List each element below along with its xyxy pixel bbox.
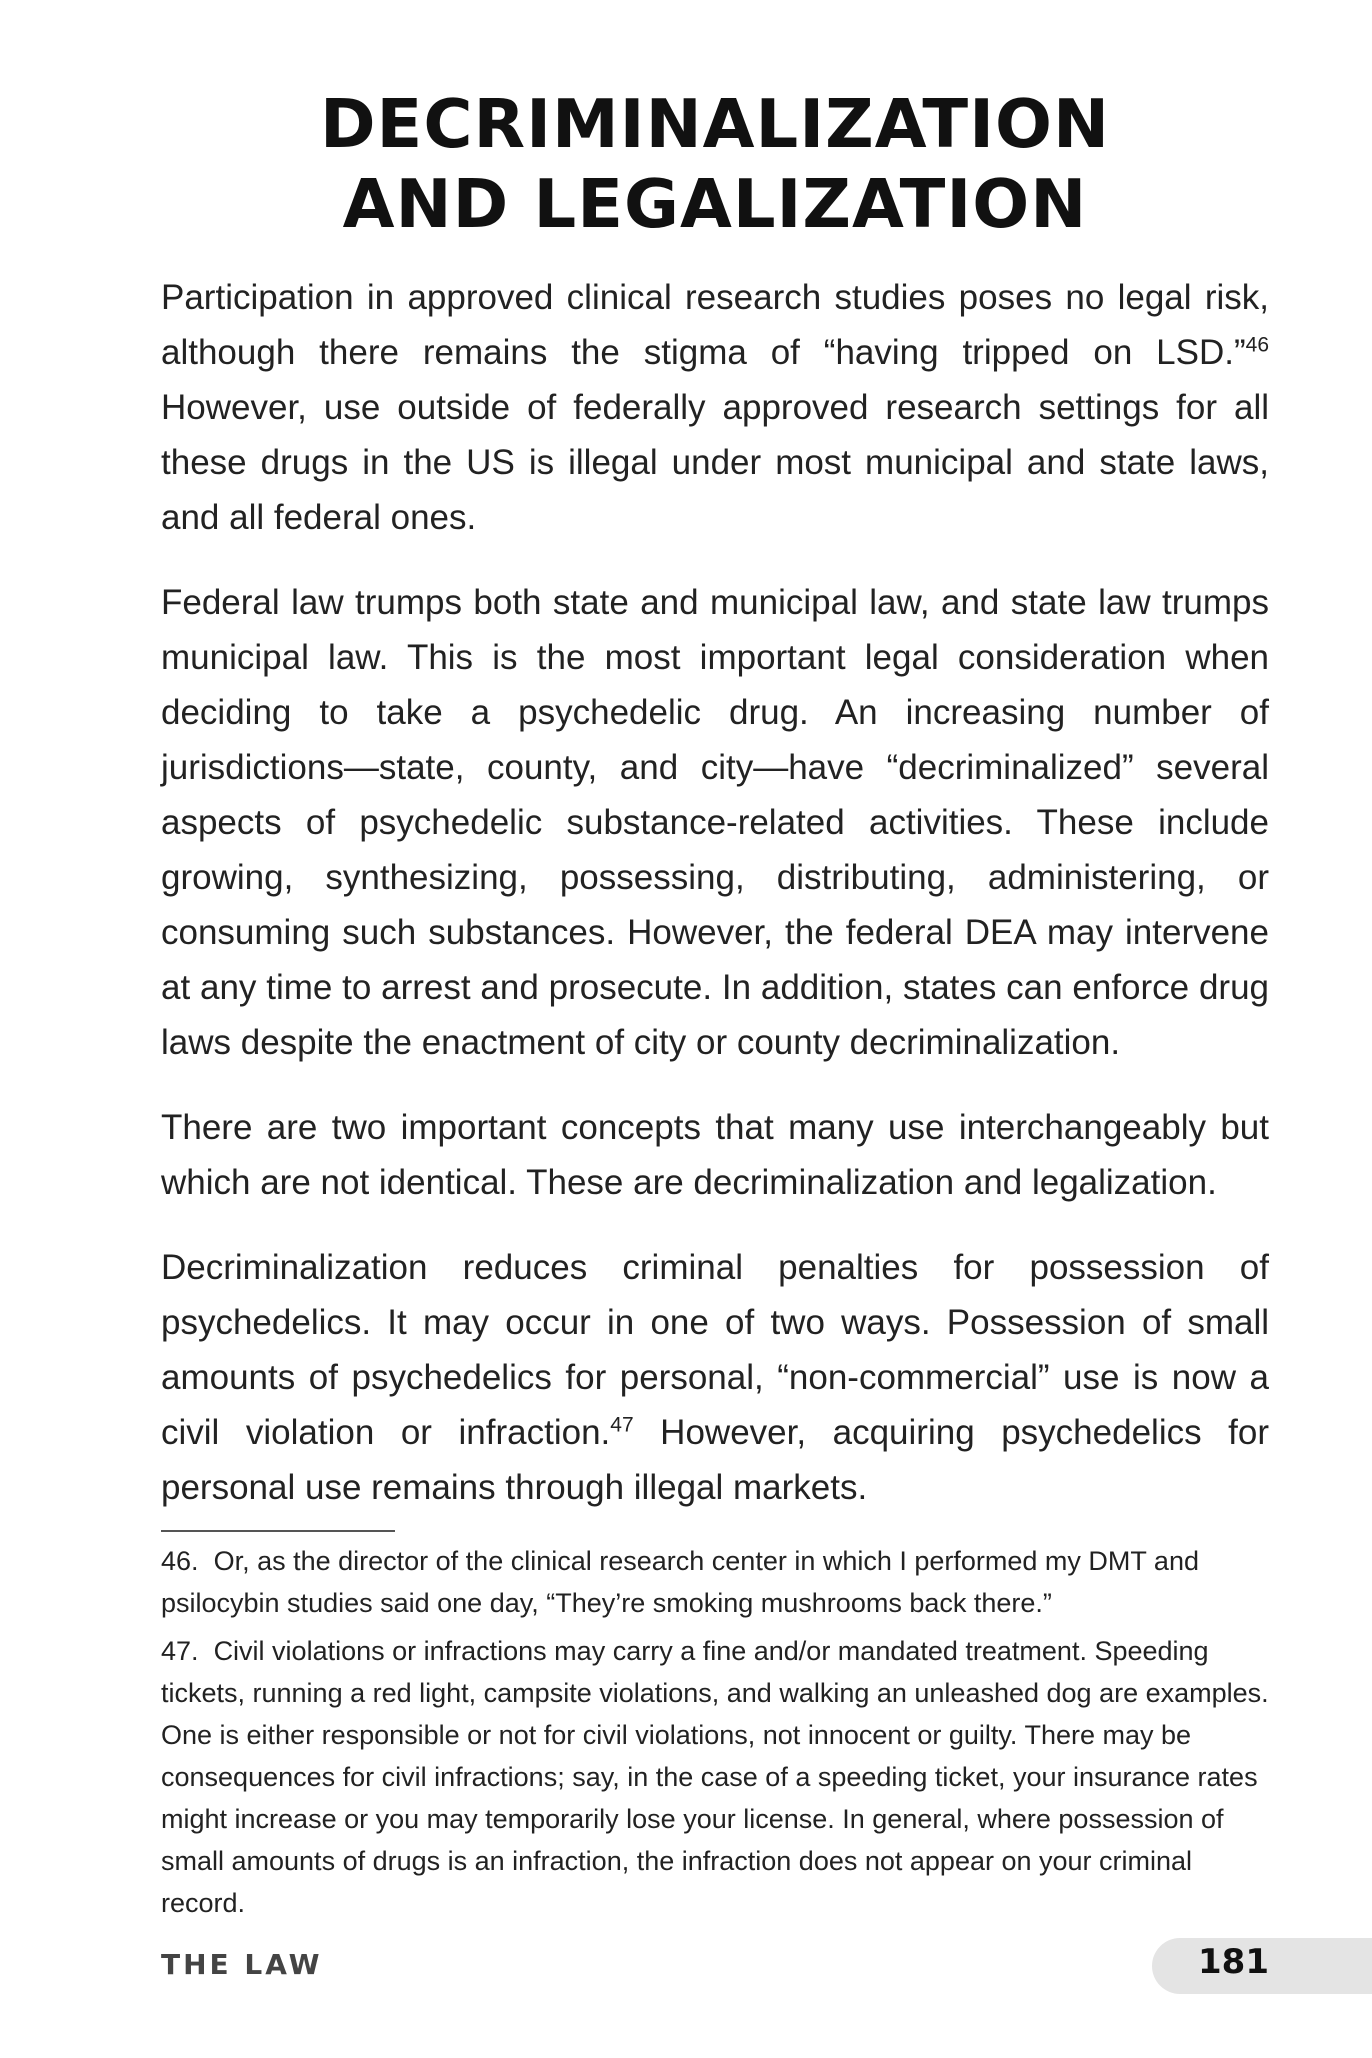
body-paragraph-1 [161, 270, 1269, 545]
footnote-ref-47[interactable]: 47 [610, 1413, 634, 1437]
paragraph-1-text-b: However, use outside of federally approved research settings for all these drugs in the US is illegal under most municipal and state laws, and all federal ones. [161, 388, 1269, 537]
footnote-text: Civil violations or infractions may carry a fine and/or mandated treatment. Speeding tickets, running a red light, campsite violations, and walking an unleashed dog are examples. One is either responsible or not for civil violations, not innocent or guilty. There may be consequences for civil infractions; say, in the case of a speeding ticket, your insurance rates might increase or you may temporarily lose your license. In general, where possession of small amounts of drugs is an infraction, the infraction does not appear on your criminal record. [161, 1636, 1269, 1918]
footnote-number: 46. [161, 1546, 199, 1576]
page-title-line-2: AND LEGALIZATION [342, 165, 1088, 243]
page-title [161, 84, 1269, 244]
page-content [161, 84, 1269, 1545]
page-number: 181 [1198, 1942, 1269, 1982]
body-paragraph-4 [161, 1240, 1269, 1515]
footnote-number: 47. [161, 1636, 199, 1666]
paragraph-1-text-a: Participation in approved clinical research studies poses no legal risk, although there remains the stigma of “having tripped on LSD.” [161, 278, 1269, 372]
footnote-46 [161, 1540, 1269, 1624]
footnotes-section [161, 1540, 1269, 1930]
footnote-text: Or, as the director of the clinical research center in which I performed my DMT and psilocybin studies said one day, “They’re smoking mushrooms back there.” [161, 1546, 1199, 1618]
body-paragraph-3: There are two important concepts that many use interchangeably but which are not identical. These are decriminalization and legalization. [161, 1108, 1269, 1202]
footnote-ref-46[interactable]: 46 [1245, 333, 1269, 357]
page-title-line-1: DECRIMINALIZATION [319, 85, 1111, 163]
footnote-divider [161, 1530, 395, 1532]
footnote-47 [161, 1630, 1269, 1924]
paragraph-4-text-b: However, acquiring psychedelics for personal use remains through illegal markets. [161, 1413, 1269, 1507]
running-footer-section: THE LAW [161, 1948, 323, 1981]
body-paragraph-2: Federal law trumps both state and municipal law, and state law trumps municipal law. This is the most important legal consideration when deciding to take a psychedelic drug. An increasing number of jurisdictions—state, county, and city—have “decriminalized” several aspects of psychedelic substance-related activities. These include growing, synthesizing, possessing, distributing, administering, or consuming such substances. However, the federal DEA may intervene at any time to arrest and prosecute. In addition, states can enforce drug laws despite the enactment of city or county decriminalization. [161, 583, 1269, 1062]
paragraph-4-text-a: Decriminalization reduces criminal penalties for possession of psychedelics. It may occur in one of two ways. Possession of small amounts of psychedelics for personal, “non-commercial” use is now a civil violation or infraction. [161, 1248, 1269, 1452]
